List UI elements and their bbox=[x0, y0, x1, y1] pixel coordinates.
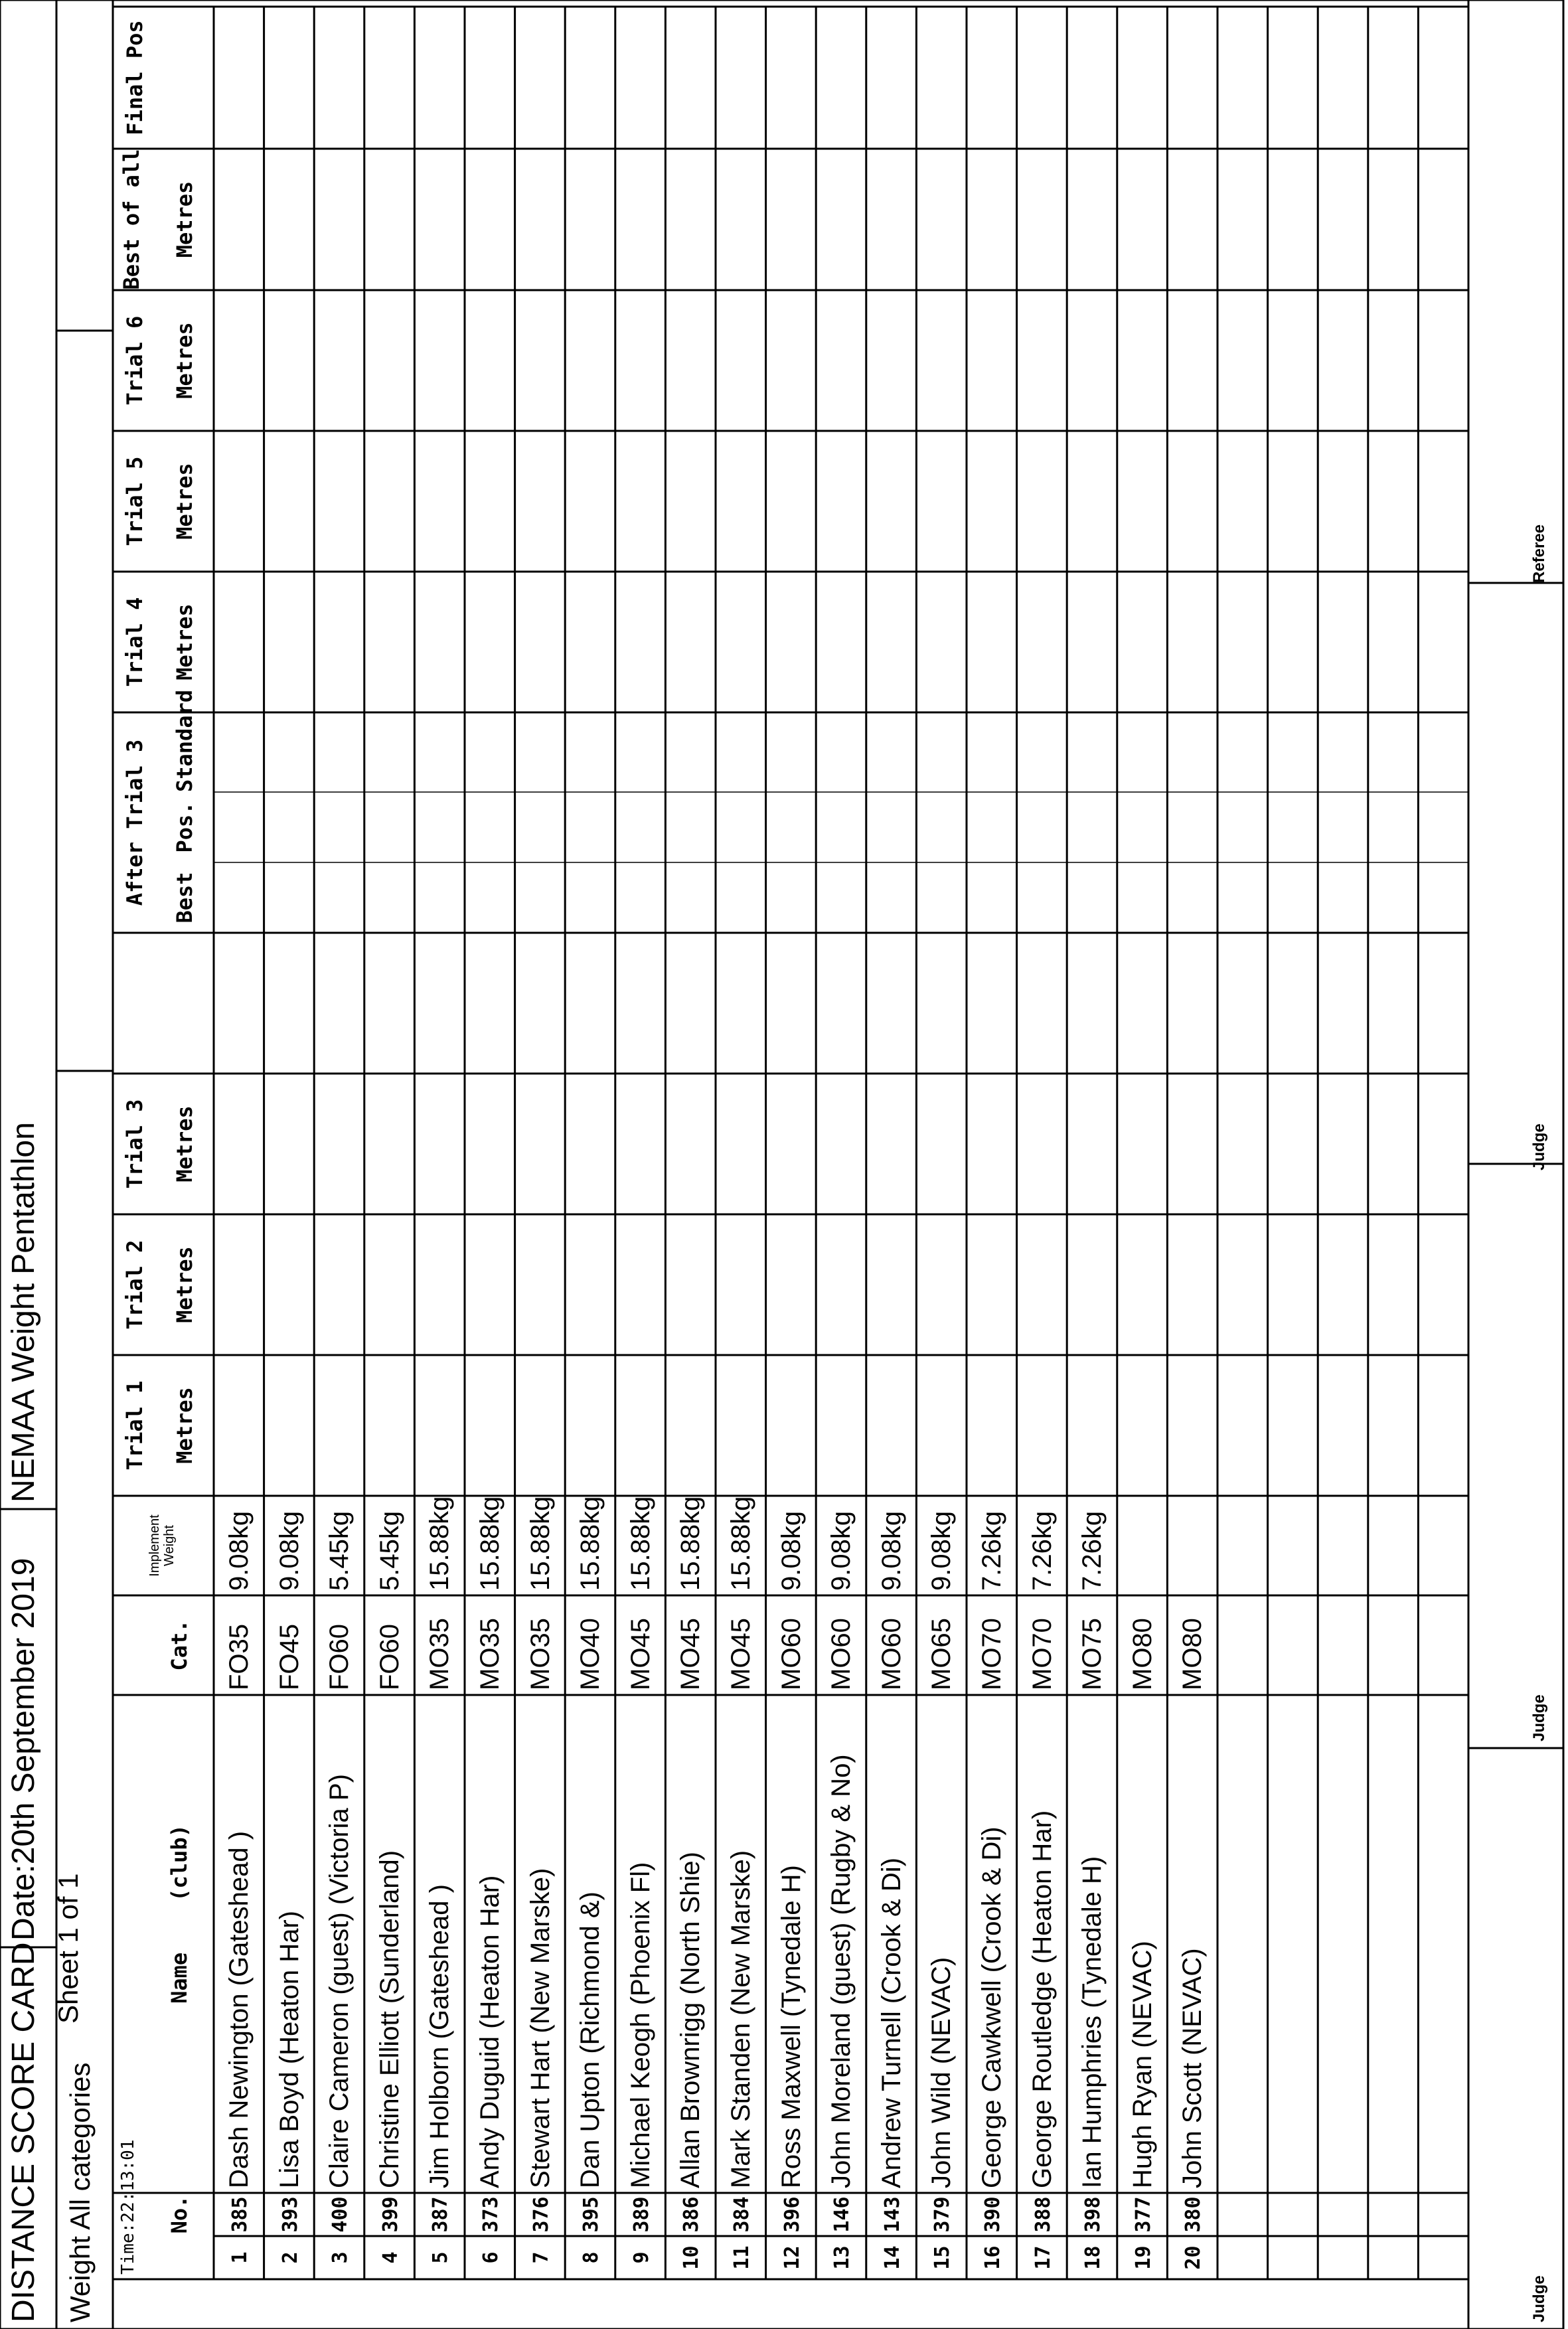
row-number: 10 bbox=[680, 2245, 704, 2270]
competitor-number: 387 bbox=[429, 2196, 453, 2233]
competitor-number: 385 bbox=[228, 2196, 252, 2233]
implement-weight: 9.08kg bbox=[876, 1510, 906, 1591]
row-number: 4 bbox=[378, 2251, 402, 2264]
competitor-name-club: John Moreland (guest) (Rugby & No) bbox=[826, 1754, 856, 2188]
row-number: 18 bbox=[1081, 2245, 1105, 2270]
competitor-name-club: Ian Humphries (Tynedale H) bbox=[1077, 1856, 1107, 2188]
row-number: 11 bbox=[730, 2245, 753, 2270]
row-number: 5 bbox=[429, 2251, 453, 2264]
row-number: 16 bbox=[981, 2245, 1004, 2270]
competitor-category: MO45 bbox=[676, 1618, 706, 1690]
implement-weight: 15.88kg bbox=[576, 1496, 605, 1591]
competitor-category: MO70 bbox=[977, 1618, 1006, 1690]
judge-signature-label-2: Judge bbox=[1530, 1694, 1548, 1741]
column-header-trial3: Trial 3 bbox=[122, 1099, 147, 1189]
column-header-best-of-all: Best of all bbox=[119, 149, 144, 290]
implement-weight: 9.08kg bbox=[274, 1510, 304, 1591]
column-header-cat: Cat. bbox=[167, 1619, 192, 1671]
competitor-category: MO60 bbox=[776, 1618, 806, 1690]
competitor-category: MO75 bbox=[1077, 1618, 1107, 1690]
competitor-number: 400 bbox=[329, 2196, 353, 2233]
competitor-name-club: John Scott (NEVAC) bbox=[1178, 1948, 1208, 2188]
row-number: 8 bbox=[580, 2251, 603, 2264]
row-number: 3 bbox=[329, 2251, 353, 2264]
column-header-name: Name (club) bbox=[167, 1824, 192, 2004]
implement-weight: 5.45kg bbox=[374, 1510, 404, 1591]
competitor-name-club: Andrew Turnell (Crook & Di) bbox=[876, 1858, 906, 2188]
competitor-name-club: Christine Elliott (Sunderland) bbox=[374, 1850, 404, 2188]
competitor-number: 398 bbox=[1081, 2196, 1105, 2233]
competitor-number: 393 bbox=[278, 2196, 302, 2233]
column-header-best-of-all-unit: Metres bbox=[172, 181, 197, 258]
competitor-number: 386 bbox=[680, 2196, 704, 2233]
row-number: 7 bbox=[529, 2251, 553, 2264]
competitor-category: MO60 bbox=[826, 1618, 856, 1690]
judge-signature-label-1: Judge bbox=[1530, 2275, 1548, 2322]
column-header-trial4: Trial 4 bbox=[122, 597, 147, 687]
implement-weight: 15.88kg bbox=[475, 1496, 505, 1591]
judge-signature-label-3: Judge bbox=[1530, 1123, 1548, 1170]
competitor-name-club: Jim Holborn (Gateshead ) bbox=[425, 1884, 455, 2188]
row-number: 9 bbox=[629, 2251, 653, 2264]
column-header-best: Best bbox=[172, 872, 197, 924]
column-header-pos: Pos. bbox=[172, 801, 197, 853]
implement-weight: 7.26kg bbox=[1027, 1510, 1057, 1591]
column-header-trial3-unit: Metres bbox=[172, 1105, 197, 1182]
competitor-name-club: Ross Maxwell (Tynedale H) bbox=[776, 1865, 806, 2188]
implement-weight: 15.88kg bbox=[525, 1496, 555, 1591]
competitor-category: FO35 bbox=[224, 1623, 254, 1690]
competitor-number: 377 bbox=[1131, 2196, 1155, 2233]
column-header-trial4-unit: Metres bbox=[172, 603, 197, 681]
competitor-category: MO80 bbox=[1178, 1618, 1208, 1690]
competitor-name-club: Dash Newington (Gateshead ) bbox=[224, 1830, 254, 2188]
competitor-number: 390 bbox=[981, 2196, 1004, 2233]
column-header-after-trial3: After Trial 3 bbox=[122, 739, 147, 906]
implement-weight: 15.88kg bbox=[676, 1496, 706, 1591]
competitor-category: MO35 bbox=[475, 1618, 505, 1690]
competitor-name-club: John Wild (NEVAC) bbox=[927, 1957, 957, 2188]
row-number: 12 bbox=[780, 2245, 804, 2270]
time-stamp: Time:22:13:01 bbox=[118, 2139, 138, 2275]
column-header-trial2: Trial 2 bbox=[122, 1240, 147, 1330]
competitor-number: 373 bbox=[479, 2196, 503, 2233]
column-header-no: No. bbox=[167, 2195, 192, 2234]
row-number: 2 bbox=[278, 2251, 302, 2264]
competitor-name-club: Andy Duguid (Heaton Har) bbox=[475, 1875, 505, 2188]
row-number: 20 bbox=[1182, 2245, 1206, 2270]
competitor-name-club: Hugh Ryan (NEVAC) bbox=[1127, 1941, 1157, 2188]
sheet-number: Sheet 1 of 1 bbox=[52, 1873, 84, 2024]
competitor-number: 396 bbox=[780, 2196, 804, 2233]
competitor-category: FO60 bbox=[374, 1623, 404, 1690]
event-name: NEMAA Weight Pentathlon bbox=[6, 1122, 41, 1502]
competitor-category: MO60 bbox=[876, 1618, 906, 1690]
competitor-category: MO35 bbox=[425, 1618, 455, 1690]
competitor-number: 399 bbox=[378, 2196, 402, 2233]
competitor-name-club: Mark Standen (New Marske) bbox=[726, 1850, 755, 2188]
competitor-name-club: Michael Keogh (Phoenix Fl) bbox=[625, 1862, 655, 2188]
competitor-number: 395 bbox=[580, 2196, 603, 2233]
competitor-category: MO80 bbox=[1127, 1618, 1157, 1690]
row-number: 17 bbox=[1031, 2245, 1055, 2270]
competitor-number: 388 bbox=[1031, 2196, 1055, 2233]
row-number: 14 bbox=[880, 2245, 904, 2270]
competitor-category: FO45 bbox=[274, 1623, 304, 1690]
implement-weight: 9.08kg bbox=[776, 1510, 806, 1591]
competitor-name-club: Stewart Hart (New Marske) bbox=[525, 1868, 555, 2188]
competitor-number: 379 bbox=[931, 2196, 955, 2233]
competitor-number: 384 bbox=[730, 2196, 753, 2233]
competitor-name-club: Lisa Boyd (Heaton Har) bbox=[274, 1911, 304, 2188]
column-header-trial6-unit: Metres bbox=[172, 322, 197, 399]
column-header-trial2-unit: Metres bbox=[172, 1246, 197, 1323]
implement-weight: 5.45kg bbox=[325, 1510, 354, 1591]
column-header-trial5: Trial 5 bbox=[122, 456, 147, 546]
competitor-category: MO40 bbox=[576, 1618, 605, 1690]
competitor-name-club: George Routledge (Heaton Har) bbox=[1027, 1810, 1057, 2188]
row-number: 1 bbox=[228, 2251, 252, 2264]
competitor-category: MO70 bbox=[1027, 1618, 1057, 1690]
event-date: Date:20th September 2019 bbox=[6, 1558, 41, 1941]
column-header-final-pos: Final Pos bbox=[122, 20, 147, 135]
column-header-implement-weight: Implement Weight bbox=[147, 1514, 177, 1577]
card-title: DISTANCE SCORE CARD bbox=[6, 1942, 41, 2322]
row-number: 6 bbox=[479, 2251, 503, 2264]
implement-weight: 9.08kg bbox=[224, 1510, 254, 1591]
implement-weight: 15.88kg bbox=[425, 1496, 455, 1591]
competitor-name-club: Allan Brownrigg (North Shie) bbox=[676, 1852, 706, 2188]
column-header-trial5-unit: Metres bbox=[172, 463, 197, 540]
competitor-name-club: George Cawkwell (Crook & Di) bbox=[977, 1826, 1006, 2188]
row-number: 13 bbox=[830, 2245, 854, 2270]
competitor-category: MO45 bbox=[726, 1618, 755, 1690]
competitor-number: 389 bbox=[629, 2196, 653, 2233]
implement-weight: 7.26kg bbox=[977, 1510, 1006, 1591]
competitor-name-club: Claire Cameron (guest) (Victoria P) bbox=[325, 1774, 354, 2188]
column-header-trial1: Trial 1 bbox=[122, 1380, 147, 1471]
referee-signature-label: Referee bbox=[1530, 524, 1548, 583]
implement-weight: 9.08kg bbox=[927, 1510, 957, 1591]
competitor-category: MO35 bbox=[525, 1618, 555, 1690]
competitor-name-club: Dan Upton (Richmond &) bbox=[576, 1891, 605, 2188]
competitor-category: MO45 bbox=[625, 1618, 655, 1690]
column-header-trial6: Trial 6 bbox=[122, 315, 147, 406]
implement-weight: 15.88kg bbox=[726, 1496, 755, 1591]
column-header-standard: Standard bbox=[172, 689, 197, 792]
competitor-number: 143 bbox=[880, 2196, 904, 2233]
competitor-category: FO60 bbox=[325, 1623, 354, 1690]
row-number: 15 bbox=[931, 2245, 955, 2270]
implement-weight: 15.88kg bbox=[625, 1496, 655, 1591]
competitor-category: MO65 bbox=[927, 1618, 957, 1690]
column-header-trial1-unit: Metres bbox=[172, 1387, 197, 1464]
competitor-number: 146 bbox=[830, 2196, 854, 2233]
row-number: 19 bbox=[1131, 2245, 1155, 2270]
competitor-number: 380 bbox=[1182, 2196, 1206, 2233]
implement-weight: 9.08kg bbox=[826, 1510, 856, 1591]
competitor-number: 376 bbox=[529, 2196, 553, 2233]
event-category: Weight All categories bbox=[64, 2062, 96, 2322]
implement-weight: 7.26kg bbox=[1077, 1510, 1107, 1591]
